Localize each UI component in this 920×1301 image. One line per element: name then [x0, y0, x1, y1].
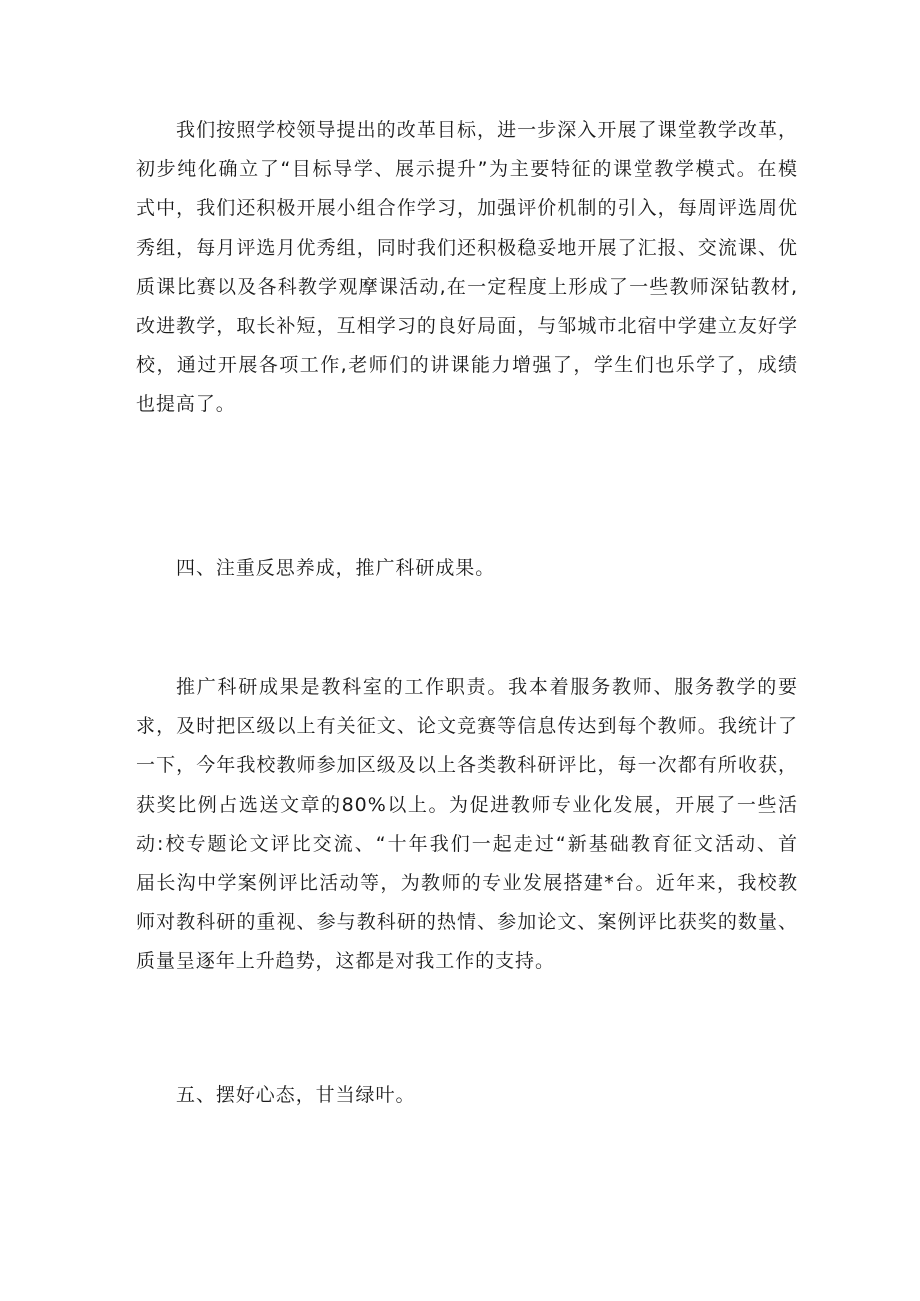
paragraph-line: 改进教学，取长补短，互相学习的良好局面，与邹城市北宿中学建立友好学 [136, 314, 798, 337]
paragraph-line: 求，及时把区级以上有关征文、论文竞赛等信息传达到每个教师。我统计了 [136, 715, 798, 738]
paragraph-line: 师对教科研的重视、参与教科研的热情、参加论文、案例评比获奖的数量、 [136, 911, 798, 934]
paragraph-classroom-reform [136, 111, 798, 425]
paragraph-line: 推广科研成果是教科室的工作职责。我本着服务教师、服务教学的要 [176, 676, 798, 698]
paragraph-line: 我们按照学校领导提出的改革目标，进一步深入开展了课堂教学改革， [176, 119, 798, 141]
paragraph-line: 也提高了。 [136, 393, 236, 416]
paragraph-line: 式中，我们还积极开展小组合作学习，加强评价机制的引入，每周评选周优 [136, 197, 798, 220]
paragraph-line: 一下，今年我校教师参加区级及以上各类教科研评比，每一次都有所收获， [136, 754, 798, 777]
paragraph-line: 校，通过开展各项工作,老师们的讲课能力增强了，学生们也乐学了，成绩 [136, 354, 798, 377]
paragraph-line: 获奖比例占选送文章的80%以上。为促进教师专业化发展，开展了一些活 [136, 793, 798, 816]
paragraph-line: 动:校专题论文评比交流、“十年我们一起走过“新基础教育征文活动、首 [136, 832, 798, 855]
paragraph-line: 初步纯化确立了“目标导学、展示提升”为主要特征的课堂教学模式。在模 [136, 158, 798, 181]
paragraph-research-promotion [136, 668, 798, 982]
paragraph-line: 质量呈逐年上升趋势，这都是对我工作的支持。 [136, 950, 555, 973]
paragraph-line: 届长沟中学案例评比活动等，为教师的专业发展搭建*台。近年来，我校教 [136, 871, 798, 894]
paragraph-line: 秀组，每月评选月优秀组，同时我们还积极稳妥地开展了汇报、交流课、优 [136, 236, 798, 259]
section-heading-5: 五、摆好心态，甘当绿叶。 [176, 1084, 416, 1106]
section-heading-4: 四、注重反思养成，推广科研成果。 [176, 557, 496, 579]
paragraph-line: 质课比赛以及各科教学观摩课活动,在一定程度上形成了一些教师深钻教材, [136, 275, 798, 298]
